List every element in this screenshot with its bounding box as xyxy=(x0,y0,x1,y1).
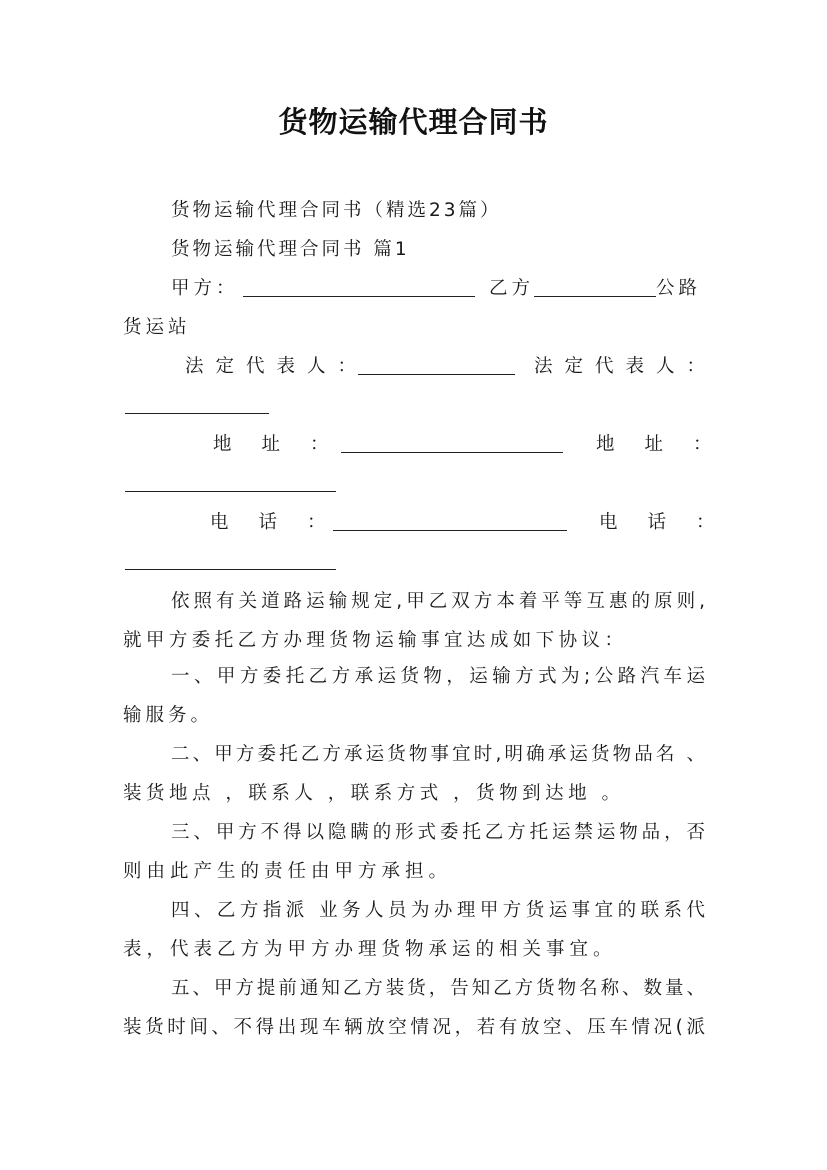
clause-3-line-1: 三、甲方不得以隐瞒的形式委托乙方托运禁运物品，否 xyxy=(171,822,705,843)
document-title: 货物运输代理合同书 xyxy=(278,105,549,139)
address-label-b: 地址： xyxy=(596,434,742,455)
address-row xyxy=(123,430,742,460)
document-subtitle: 货物运输代理合同书（精选23篇） xyxy=(171,200,502,221)
paragraph-preamble-line-2: 就甲方委托乙方办理货物运输事宜达成如下协议： xyxy=(123,630,623,651)
phone-label-a: 电话： xyxy=(210,512,356,533)
clause-4-line-1: 四、乙方指派 业务人员为办理甲方货运事宜的联系代 xyxy=(171,900,705,921)
paragraph-preamble-line-1: 依照有关道路运输规定,甲乙双方本着平等互惠的原则, xyxy=(171,591,705,612)
address-cont-row xyxy=(123,469,705,499)
phone-a-blank[interactable] xyxy=(333,510,567,531)
party-a-label: 甲方： xyxy=(171,278,239,299)
party-b-blank[interactable] xyxy=(534,276,656,297)
parties-row xyxy=(123,274,705,304)
legal-rep-row xyxy=(123,352,718,382)
legal-rep-cont-row xyxy=(123,391,705,421)
phone-b-blank[interactable] xyxy=(125,549,336,570)
address-a-blank[interactable] xyxy=(341,432,563,453)
clause-5-line-2: 装货时间、不得出现车辆放空情况，若有放空、压车情况(派 xyxy=(123,1017,705,1038)
clause-5-line-1: 五、甲方提前通知乙方装货，告知乙方货物名称、数量、 xyxy=(171,978,705,999)
legal-rep-label-a: 法定代表人： xyxy=(185,356,369,377)
phone-label-b: 电话： xyxy=(599,512,745,533)
phone-cont-row xyxy=(123,547,705,577)
party-b-suffix: 公路 xyxy=(656,278,702,299)
clause-1-line-2: 输服务。 xyxy=(123,705,214,726)
clause-3-line-2: 则由此产生的责任由甲方承担。 xyxy=(123,861,453,882)
legal-rep-label-b: 法定代表人： xyxy=(534,356,718,377)
clause-2-line-1: 二、甲方委托乙方承运货物事宜时,明确承运货物品名 、 xyxy=(171,744,705,765)
address-label-a: 地址： xyxy=(213,434,359,455)
party-b-suffix-cont: 货运站 xyxy=(123,317,191,338)
section-heading: 货物运输代理合同书 篇1 xyxy=(171,239,410,260)
party-a-blank[interactable] xyxy=(243,276,475,297)
legal-rep-b-blank[interactable] xyxy=(125,393,269,414)
clause-2-line-2: 装货地点 ，联系人 ，联系方式 ，货物到达地 。 xyxy=(123,783,625,804)
party-b-label: 乙方 xyxy=(489,278,535,299)
legal-rep-a-blank[interactable] xyxy=(358,354,515,375)
phone-row xyxy=(123,508,745,538)
address-b-blank[interactable] xyxy=(125,471,336,492)
clause-4-line-2: 表，代表乙方为甲方办理货物承运的相关事宜。 xyxy=(123,939,617,960)
clause-1-line-1: 一、甲方委托乙方承运货物，运输方式为;公路汽车运 xyxy=(171,666,705,687)
